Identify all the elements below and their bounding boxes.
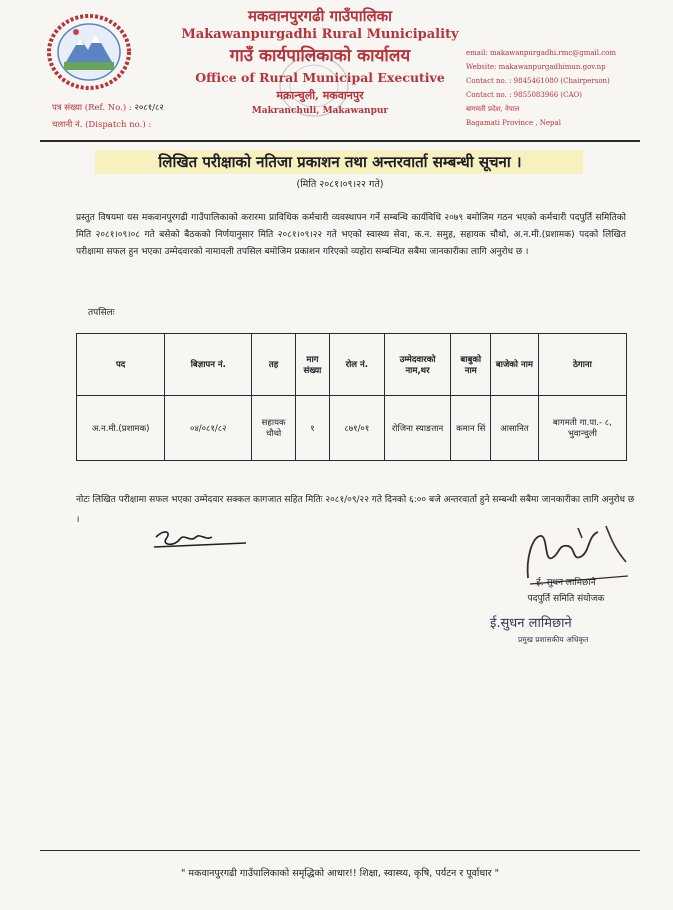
- header-cell: तह: [252, 334, 296, 396]
- signer-name: ई. सुधन लामिछाने: [536, 578, 596, 588]
- website-text: Website: makawanpurgadhimun.gov.np: [466, 63, 606, 71]
- table-cell: सहायक चौथो: [252, 396, 296, 461]
- header-cell: बाबुको नाम: [451, 334, 491, 396]
- table-cell: अ.न.मी.(प्रशामक): [77, 396, 165, 461]
- table-cell: कमान सिं: [451, 396, 491, 461]
- details-label: तपसिलः: [88, 308, 115, 318]
- header-cell: बिज्ञापन नं.: [165, 334, 252, 396]
- ref-value: २०८१/८२: [134, 103, 164, 113]
- header-cell: बाजेको नाम: [491, 334, 539, 396]
- header-cell: माग संख्या: [295, 334, 329, 396]
- initials-signature-icon: [150, 525, 250, 555]
- footer-slogan: " मकवानपुरगढी गाउँपालिकाको समृद्धिको आधार!! शिक्षा, स्वास्थ्य, कृषि, पर्यटन र पूर्वाधार ": [181, 868, 499, 879]
- municipality-name-en: Makawanpurgadhi Rural Municipality: [181, 27, 459, 42]
- table-cell: बागमती गा.पा.- ८, भुवान्चुली: [538, 396, 626, 461]
- ref-label: पत्र संख्या (Ref. No.) :: [52, 103, 132, 113]
- province-ne: बागमती प्रदेश, नेपाल: [466, 105, 520, 113]
- header-cell: पद: [77, 334, 165, 396]
- table-row: [77, 396, 627, 461]
- address-en: Makranchuli, Makawanpur: [251, 106, 389, 116]
- notice-body: प्रस्तुत विषयमा यस मकवानपुरगढी गाउँपालिकाको करारमा प्राविधिक कर्मचारी व्यवस्थापन गर्ने सम्बन्धि कार्यविधि २०७९ बमोजिम गठन भएको कर्मचारी पदपुर्ति समितिको मिति २०८१।०९।०८ गते बसेको बैठकको निर्णयानुसार मिति २०८१।०९।२२ गते भएको स्वास्थ्य सेवा, क.न. समुह, सहायक चौथो, अ.न.मी.(प्रशामक) पदको लिखित परीक्षामा सफल हुन भएका उम्मेदवारको नामावली तपसिल बमोजिम प्रकाशन गरिएको व्यहोरा सम्बन्धित सबैमा जानकारीका लागि अनुरोध छ ।: [76, 213, 626, 257]
- notice-date: (मिति २०८१।०९।२२ गते): [296, 179, 384, 190]
- municipality-name-ne: मकवानपुरगढी गाउँपालिका: [247, 7, 393, 25]
- stamp-role: प्रमुख प्रशासकीय अधिकृत: [518, 635, 589, 644]
- contact-cao: Contact no. : 9855083966 (CAO): [466, 91, 583, 99]
- footer-divider: [40, 850, 640, 851]
- table-cell: ०४/०८१/८२: [165, 396, 252, 461]
- header-cell: ठेगाना: [538, 334, 626, 396]
- signer-role: पदपुर्ति समिति संयोजक: [527, 594, 605, 604]
- officer-stamp: [490, 614, 650, 646]
- province-en: Bagamati Province , Nepal: [466, 119, 561, 127]
- table-header-row: [77, 334, 627, 396]
- stamp-name: ई.सुधन लामिछाने: [490, 616, 572, 631]
- municipality-emblem-icon: [44, 12, 134, 92]
- contact-chair: Contact no. : 9845461080 (Chairperson): [466, 77, 610, 85]
- signer-block: [486, 575, 646, 607]
- header-cell: रोल नं.: [329, 334, 384, 396]
- table-cell: आसानित: [491, 396, 539, 461]
- table-cell: ८७१/०१: [329, 396, 384, 461]
- results-table: [76, 333, 627, 461]
- table-cell: रोजिना स्याङतान: [384, 396, 451, 461]
- table-cell: १: [295, 396, 329, 461]
- office-seal-icon: [254, 46, 374, 126]
- contact-block: [466, 46, 666, 130]
- notice-title: लिखित परीक्षाको नतिजा प्रकाशन तथा अन्तरवार्ता सम्बन्धी सूचना ।: [158, 153, 522, 171]
- header-divider: [40, 140, 640, 142]
- address-ne: मक्रान्चुली, मकवानपुर: [276, 89, 364, 102]
- office-name-ne: गाउँ कार्यपालिकाको कार्यालय: [229, 46, 411, 66]
- header-cell: उम्मेदवारको नाम,थर: [384, 334, 451, 396]
- note-text: नोटः लिखित परीक्षामा सफल भएका उम्मेदवार सक्कल कागजात सहित मितिः २०८१/०९/२२ गते दिनको ६:०० बजे अन्तरवार्ता हुने सम्बन्धी सबैमा जानकारीका लागि अनुरोध छ ।: [76, 495, 635, 525]
- reference-block: [52, 100, 164, 134]
- office-name-en: Office of Rural Municipal Executive: [195, 70, 445, 85]
- email-text: email: makawanpurgadhi.rmc@gmail.com: [466, 49, 617, 57]
- dispatch-label: चलानी नं. (Dispatch no.) :: [52, 120, 152, 130]
